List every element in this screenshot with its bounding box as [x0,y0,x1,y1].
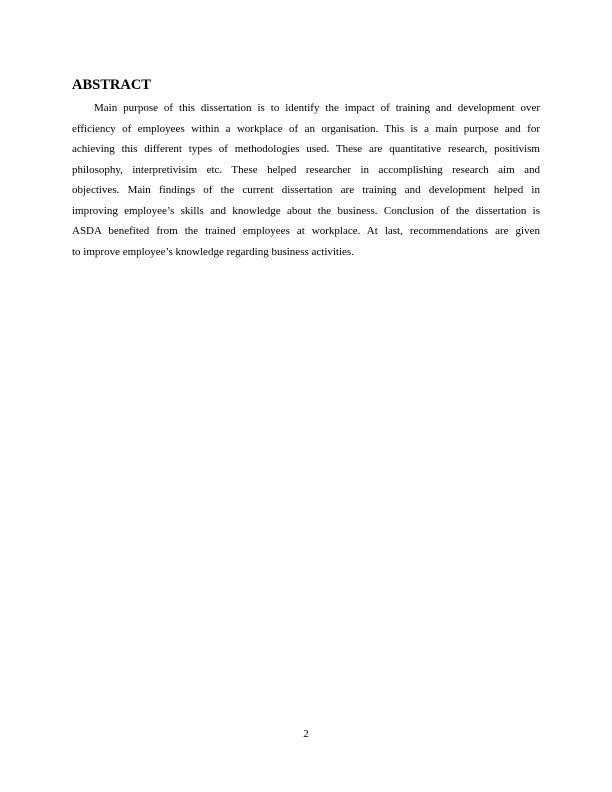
abstract-line: objectives. Main findings of the current dissertation are training and development helped in [72,184,540,196]
abstract-line: Main purpose of this dissertation is to identify the impact of training and development over [94,102,540,114]
abstract-line: achieving this different types of methodologies used. These are quantitative research, positivism [72,143,540,155]
abstract-line: improving employee’s skills and knowledge about the business. Conclusion of the dissertation is [72,204,540,217]
abstract-line: to improve employee’s knowledge regarding business activities. [72,245,354,258]
abstract-line: philosophy, interpretivisim etc. These helped researcher in accomplishing research aim and [72,163,540,176]
abstract-line: ASDA benefited from the trained employees at workplace. At last, recommendations are given [72,225,540,237]
abstract-heading: ABSTRACT [72,77,151,93]
abstract-line: efficiency of employees within a workplace of an organisation. This is a main purpose and for [72,122,540,135]
abstract-paragraph [72,98,540,262]
page-number: 2 [303,728,309,740]
